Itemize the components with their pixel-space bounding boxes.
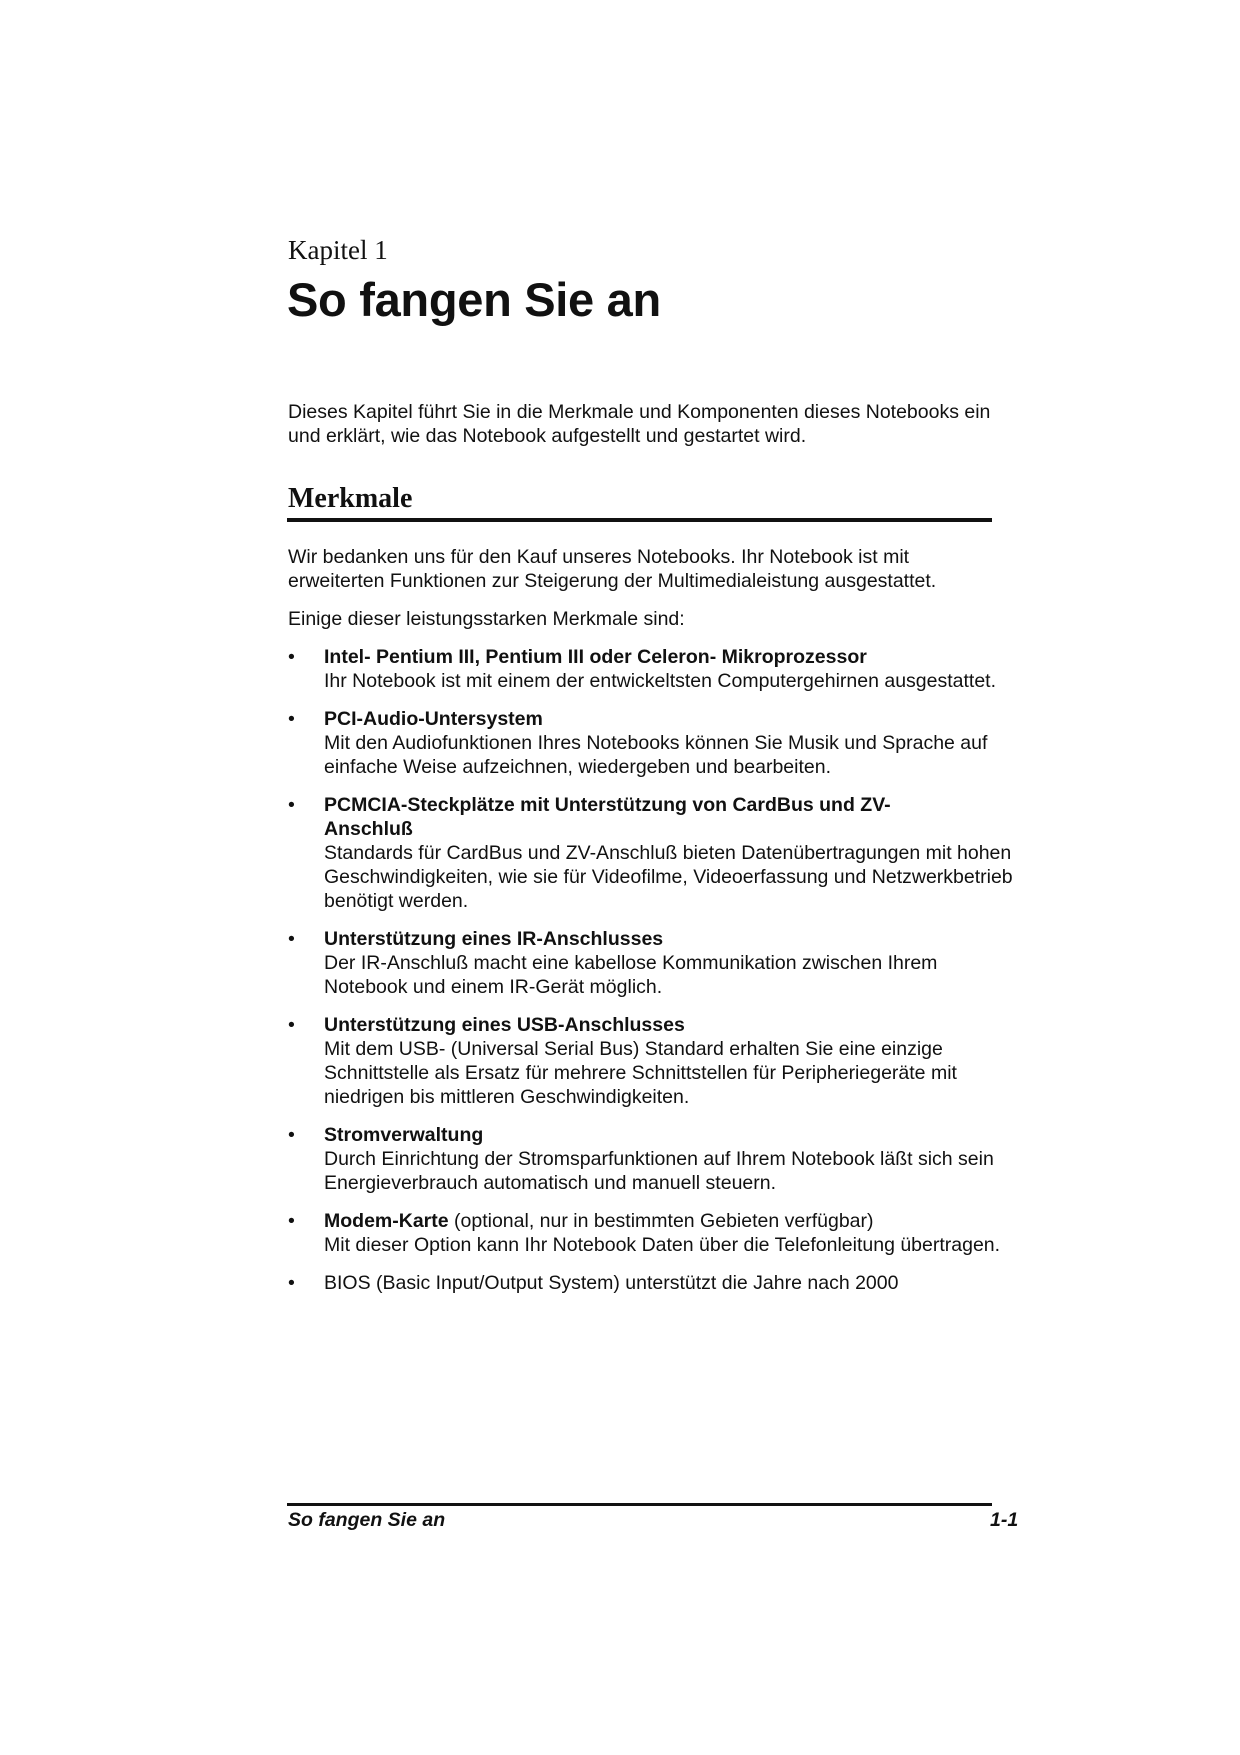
feature-title: Stromverwaltung — [324, 1124, 484, 1146]
bullet-icon: • — [288, 794, 295, 816]
feature-item — [288, 793, 1018, 913]
page-number: 1-1 — [990, 1509, 1019, 1531]
feature-title: Unterstützung eines USB-Anschlusses — [324, 1014, 685, 1036]
bullet-icon: • — [288, 928, 295, 950]
feature-text: BIOS (Basic Input/Output System) unterstützt die Jahre nach 2000 — [324, 1272, 899, 1294]
feature-description: Mit dieser Option kann Ihr Notebook Daten über die Telefonleitung übertragen. — [324, 1234, 1001, 1256]
intro-paragraph: Dieses Kapitel führt Sie in die Merkmale und Komponenten dieses Notebooks ein und erklärt, wie das Notebook aufgestellt und gestartet wird. — [288, 401, 991, 447]
feature-note: (optional, nur in bestimmten Gebieten verfügbar) — [448, 1210, 874, 1232]
section-paragraph: Wir bedanken uns für den Kauf unseres Notebooks. Ihr Notebook ist mit erweiterten Funktionen zur Steigerung der Multimedialeistung ausgestattet. — [288, 546, 937, 592]
feature-description: Durch Einrichtung der Stromsparfunktionen auf Ihrem Notebook läßt sich sein Energieverbrauch automatisch und manuell steuern. — [324, 1148, 994, 1194]
feature-title: Intel- Pentium III, Pentium III oder Celeron- Mikroprozessor — [324, 646, 867, 668]
section-heading: Merkmale — [288, 483, 413, 514]
chapter-title: So fangen Sie an — [287, 273, 661, 326]
feature-description: Der IR-Anschluß macht eine kabellose Kommunikation zwischen Ihrem Notebook und einem IR-Gerät möglich. — [324, 952, 938, 998]
bullet-icon: • — [288, 1272, 295, 1294]
feature-title: Modem-Karte — [324, 1210, 449, 1232]
feature-heading-line — [324, 1209, 1018, 1233]
bullet-icon: • — [288, 1124, 295, 1146]
feature-description: Mit den Audiofunktionen Ihres Notebooks können Sie Musik und Sprache auf einfache Weise aufzeichnen, wiedergeben und bearbeiten. — [324, 732, 988, 778]
bullet-icon: • — [288, 646, 295, 668]
feature-item — [288, 1013, 1018, 1109]
chapter-label: Kapitel 1 — [288, 235, 388, 265]
feature-item — [288, 1123, 1018, 1195]
feature-description: Mit dem USB- (Universal Serial Bus) Standard erhalten Sie eine einzige Schnittstelle als Ersatz für mehrere Schnittstellen für Peripheriegeräte mit niedrigen bis mittleren Geschwindigkeiten. — [324, 1038, 957, 1108]
feature-item — [288, 1209, 1018, 1257]
feature-list — [288, 645, 1018, 1309]
feature-title: Unterstützung eines IR-Anschlusses — [324, 928, 664, 950]
feature-title: PCMCIA-Steckplätze mit Unterstützung von CardBus und ZV-Anschluß — [324, 794, 891, 840]
bullet-icon: • — [288, 708, 295, 730]
bullet-icon: • — [288, 1210, 295, 1232]
bullet-icon: • — [288, 1014, 295, 1036]
feature-title: PCI-Audio-Untersystem — [324, 708, 543, 730]
feature-item — [288, 1271, 1018, 1295]
feature-description: Ihr Notebook ist mit einem der entwickeltsten Computergehirnen ausgestattet. — [324, 670, 997, 692]
feature-item — [288, 707, 1018, 779]
feature-description: Standards für CardBus und ZV-Anschluß bieten Datenübertragungen mit hohen Geschwindigkeiten, wie sie für Videofilme, Videoerfassung und Netzwerkbetrieb benötigt werden. — [324, 842, 1013, 912]
footer-divider — [287, 1503, 992, 1506]
section-paragraph: Einige dieser leistungsstarken Merkmale sind: — [288, 608, 685, 630]
feature-item — [288, 927, 1018, 999]
section-divider — [287, 518, 992, 522]
footer-title: So fangen Sie an — [288, 1509, 446, 1531]
feature-item — [288, 645, 1018, 693]
